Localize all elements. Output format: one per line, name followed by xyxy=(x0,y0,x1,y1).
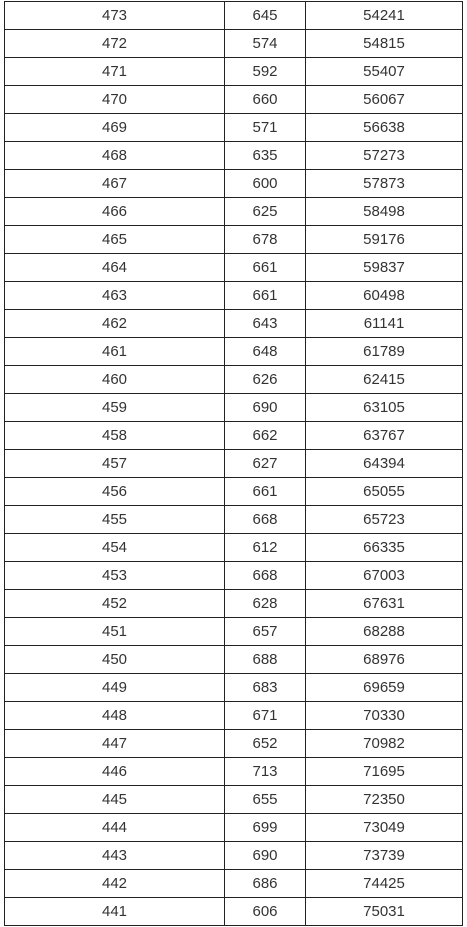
score-cell: 462 xyxy=(5,310,225,338)
table-row xyxy=(5,366,463,394)
table-row xyxy=(5,422,463,450)
score-cell: 472 xyxy=(5,30,225,58)
table-row xyxy=(5,170,463,198)
cumulative-cell: 68976 xyxy=(306,646,463,674)
table-row xyxy=(5,702,463,730)
score-cell: 464 xyxy=(5,254,225,282)
count-cell: 668 xyxy=(225,506,306,534)
table-row xyxy=(5,450,463,478)
count-cell: 648 xyxy=(225,338,306,366)
table-row xyxy=(5,254,463,282)
count-cell: 645 xyxy=(225,2,306,30)
score-cell: 444 xyxy=(5,814,225,842)
table-row xyxy=(5,758,463,786)
score-cell: 457 xyxy=(5,450,225,478)
cumulative-cell: 56067 xyxy=(306,86,463,114)
count-cell: 625 xyxy=(225,198,306,226)
cumulative-cell: 73049 xyxy=(306,814,463,842)
score-table-body xyxy=(5,2,463,926)
cumulative-cell: 58498 xyxy=(306,198,463,226)
count-cell: 688 xyxy=(225,646,306,674)
count-cell: 643 xyxy=(225,310,306,338)
cumulative-cell: 68288 xyxy=(306,618,463,646)
cumulative-cell: 57873 xyxy=(306,170,463,198)
score-cell: 451 xyxy=(5,618,225,646)
count-cell: 635 xyxy=(225,142,306,170)
count-cell: 655 xyxy=(225,786,306,814)
cumulative-cell: 54815 xyxy=(306,30,463,58)
count-cell: 661 xyxy=(225,282,306,310)
cumulative-cell: 65723 xyxy=(306,506,463,534)
score-cell: 467 xyxy=(5,170,225,198)
table-row xyxy=(5,786,463,814)
table-row xyxy=(5,730,463,758)
cumulative-cell: 62415 xyxy=(306,366,463,394)
count-cell: 661 xyxy=(225,254,306,282)
count-cell: 600 xyxy=(225,170,306,198)
table-row xyxy=(5,394,463,422)
score-table-container xyxy=(4,1,462,926)
cumulative-cell: 64394 xyxy=(306,450,463,478)
cumulative-cell: 70330 xyxy=(306,702,463,730)
score-cell: 450 xyxy=(5,646,225,674)
table-row xyxy=(5,310,463,338)
table-row xyxy=(5,114,463,142)
cumulative-cell: 60498 xyxy=(306,282,463,310)
cumulative-cell: 55407 xyxy=(306,58,463,86)
table-row xyxy=(5,142,463,170)
count-cell: 660 xyxy=(225,86,306,114)
table-row xyxy=(5,198,463,226)
score-cell: 454 xyxy=(5,534,225,562)
score-cell: 468 xyxy=(5,142,225,170)
count-cell: 690 xyxy=(225,842,306,870)
count-cell: 661 xyxy=(225,478,306,506)
cumulative-cell: 56638 xyxy=(306,114,463,142)
count-cell: 592 xyxy=(225,58,306,86)
count-cell: 606 xyxy=(225,898,306,926)
table-row xyxy=(5,646,463,674)
score-cell: 443 xyxy=(5,842,225,870)
score-cell: 461 xyxy=(5,338,225,366)
cumulative-cell: 74425 xyxy=(306,870,463,898)
table-row xyxy=(5,618,463,646)
score-cell: 445 xyxy=(5,786,225,814)
table-row xyxy=(5,814,463,842)
score-cell: 441 xyxy=(5,898,225,926)
table-row xyxy=(5,58,463,86)
score-cell: 455 xyxy=(5,506,225,534)
score-cell: 452 xyxy=(5,590,225,618)
cumulative-cell: 59176 xyxy=(306,226,463,254)
score-cell: 446 xyxy=(5,758,225,786)
score-cell: 458 xyxy=(5,422,225,450)
table-row xyxy=(5,86,463,114)
score-cell: 448 xyxy=(5,702,225,730)
table-row xyxy=(5,30,463,58)
count-cell: 713 xyxy=(225,758,306,786)
cumulative-cell: 71695 xyxy=(306,758,463,786)
cumulative-cell: 57273 xyxy=(306,142,463,170)
score-cell: 453 xyxy=(5,562,225,590)
score-cell: 465 xyxy=(5,226,225,254)
table-row xyxy=(5,562,463,590)
count-cell: 678 xyxy=(225,226,306,254)
score-cell: 466 xyxy=(5,198,225,226)
count-cell: 627 xyxy=(225,450,306,478)
count-cell: 612 xyxy=(225,534,306,562)
cumulative-cell: 65055 xyxy=(306,478,463,506)
score-cell: 449 xyxy=(5,674,225,702)
count-cell: 690 xyxy=(225,394,306,422)
cumulative-cell: 63105 xyxy=(306,394,463,422)
count-cell: 628 xyxy=(225,590,306,618)
cumulative-cell: 72350 xyxy=(306,786,463,814)
score-cell: 447 xyxy=(5,730,225,758)
cumulative-cell: 63767 xyxy=(306,422,463,450)
cumulative-cell: 73739 xyxy=(306,842,463,870)
table-row xyxy=(5,2,463,30)
table-row xyxy=(5,226,463,254)
table-row xyxy=(5,674,463,702)
table-row xyxy=(5,590,463,618)
cumulative-cell: 66335 xyxy=(306,534,463,562)
count-cell: 652 xyxy=(225,730,306,758)
count-cell: 626 xyxy=(225,366,306,394)
cumulative-cell: 61789 xyxy=(306,338,463,366)
table-row xyxy=(5,282,463,310)
cumulative-cell: 54241 xyxy=(306,2,463,30)
cumulative-cell: 61141 xyxy=(306,310,463,338)
count-cell: 571 xyxy=(225,114,306,142)
score-cell: 471 xyxy=(5,58,225,86)
count-cell: 683 xyxy=(225,674,306,702)
table-row xyxy=(5,338,463,366)
score-cell: 442 xyxy=(5,870,225,898)
score-cell: 473 xyxy=(5,2,225,30)
count-cell: 686 xyxy=(225,870,306,898)
score-cell: 456 xyxy=(5,478,225,506)
cumulative-cell: 67631 xyxy=(306,590,463,618)
cumulative-cell: 69659 xyxy=(306,674,463,702)
score-cell: 469 xyxy=(5,114,225,142)
score-cell: 470 xyxy=(5,86,225,114)
cumulative-cell: 67003 xyxy=(306,562,463,590)
score-cell: 463 xyxy=(5,282,225,310)
table-row xyxy=(5,478,463,506)
cumulative-cell: 70982 xyxy=(306,730,463,758)
count-cell: 657 xyxy=(225,618,306,646)
count-cell: 662 xyxy=(225,422,306,450)
cumulative-cell: 75031 xyxy=(306,898,463,926)
score-table xyxy=(4,1,463,926)
cumulative-cell: 59837 xyxy=(306,254,463,282)
count-cell: 668 xyxy=(225,562,306,590)
table-row xyxy=(5,506,463,534)
score-cell: 460 xyxy=(5,366,225,394)
score-cell: 459 xyxy=(5,394,225,422)
table-row xyxy=(5,534,463,562)
table-row xyxy=(5,842,463,870)
table-row xyxy=(5,898,463,926)
count-cell: 699 xyxy=(225,814,306,842)
count-cell: 574 xyxy=(225,30,306,58)
count-cell: 671 xyxy=(225,702,306,730)
table-row xyxy=(5,870,463,898)
